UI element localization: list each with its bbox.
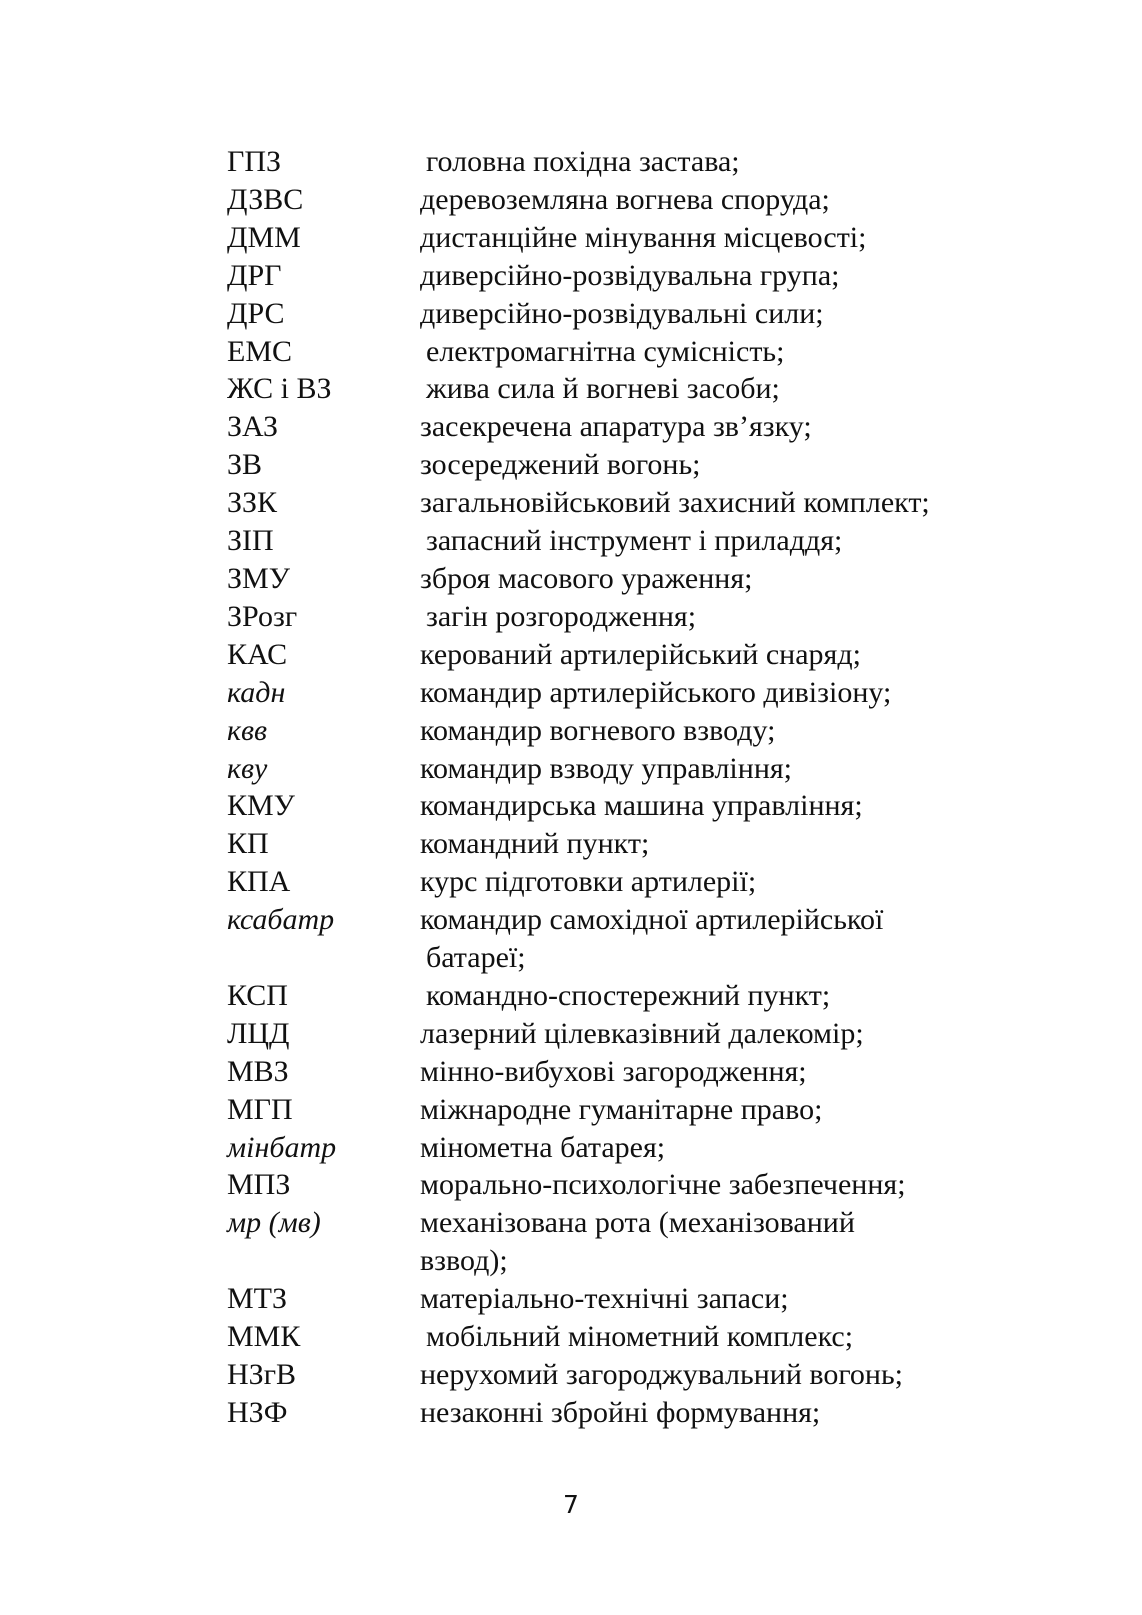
abbreviation-entry	[227, 901, 1027, 977]
definition-line: мобільний мінометний комплекс;	[426, 1320, 854, 1354]
abbreviation-term: НЗФ	[227, 1395, 288, 1429]
abbreviation-term: мінбатр	[227, 1130, 337, 1164]
abbreviation-definition	[420, 750, 1027, 788]
abbreviation-term: ДРГ	[227, 258, 282, 292]
abbreviation-entry	[227, 636, 1027, 674]
abbreviation-entry	[227, 1204, 1027, 1280]
abbreviation-term: ДЗВС	[227, 182, 304, 216]
abbreviation-term: НЗгВ	[227, 1358, 297, 1391]
abbreviation-entry	[227, 446, 1027, 484]
abbreviation-entry	[227, 1015, 1027, 1053]
abbreviation-definition	[420, 446, 1027, 484]
abbreviation-entry	[227, 787, 1027, 825]
definition-line: курс підготовки артилерії;	[420, 865, 757, 899]
definition-line: батареї;	[426, 941, 526, 975]
definition-line: електромагнітна сумісність;	[426, 334, 785, 368]
abbreviation-term: ЗРозг	[227, 599, 298, 633]
abbreviation-definition	[420, 1204, 1027, 1280]
abbreviation-entry	[227, 181, 1027, 219]
abbreviation-entry	[227, 560, 1027, 598]
definition-line: командир самохідної артилерійської	[420, 903, 884, 937]
abbreviation-entry	[227, 370, 1027, 408]
abbreviation-definition	[420, 712, 1027, 750]
abbreviation-definition	[420, 825, 1027, 863]
abbreviation-definition	[420, 219, 1027, 257]
page-number: 7	[563, 1490, 579, 1519]
definition-line: нерухомий загороджувальний вогонь;	[420, 1358, 903, 1391]
abbreviation-entry	[227, 750, 1027, 788]
definition-line: механізована рота (механізований	[420, 1206, 855, 1240]
abbreviation-definition	[420, 1091, 1027, 1129]
definition-line: деревоземляна вогнева споруда;	[420, 182, 830, 216]
abbreviation-term: ГПЗ	[227, 145, 282, 178]
abbreviation-entry	[227, 674, 1027, 712]
definition-line: незаконні збройні формування;	[420, 1395, 821, 1429]
abbreviation-definition	[420, 636, 1027, 674]
abbreviation-term: КП	[227, 827, 269, 861]
definition-line: загін розгородження;	[426, 599, 697, 633]
definition-line: командир артилерійського дивізіону;	[420, 675, 892, 709]
abbreviation-entry	[227, 712, 1027, 750]
definition-line: командир взводу управління;	[420, 751, 793, 785]
abbreviation-definition	[420, 598, 1027, 636]
definition-line: взвод);	[420, 1244, 508, 1278]
definition-line: головна похідна застава;	[426, 145, 740, 178]
abbreviation-definition	[420, 1280, 1027, 1318]
abbreviation-term: квв	[227, 713, 268, 747]
abbreviation-term: ЖС і ВЗ	[227, 372, 332, 406]
abbreviation-definition	[420, 408, 1027, 446]
abbreviation-term: МГП	[227, 1092, 293, 1126]
abbreviation-entry	[227, 484, 1027, 522]
abbreviation-entry	[227, 295, 1027, 333]
abbreviation-entry	[227, 1129, 1027, 1167]
abbreviation-definition	[420, 181, 1027, 219]
abbreviation-entry	[227, 219, 1027, 257]
abbreviation-definition	[420, 1015, 1027, 1053]
abbreviation-entry	[227, 825, 1027, 863]
definition-line: міжнародне гуманітарне право;	[420, 1092, 823, 1126]
abbreviation-definition	[420, 1394, 1027, 1432]
definition-line: командний пункт;	[420, 827, 650, 861]
abbreviation-definition	[420, 1053, 1027, 1091]
definition-line: керований артилерійський снаряд;	[420, 637, 861, 671]
definition-line: мінометна батарея;	[420, 1130, 666, 1164]
abbreviation-definition	[420, 257, 1027, 295]
definition-line: матеріально-технічні запаси;	[420, 1282, 789, 1316]
abbreviation-entry	[227, 333, 1027, 371]
abbreviation-term: КМУ	[227, 789, 295, 823]
abbreviation-term: МТЗ	[227, 1282, 288, 1316]
abbreviation-definition	[420, 484, 1027, 522]
abbreviation-definition	[420, 901, 1027, 977]
abbreviation-entry	[227, 257, 1027, 295]
abbreviation-definition	[420, 1356, 1027, 1394]
abbreviation-definition	[420, 977, 1027, 1015]
abbreviation-term: КАС	[227, 637, 288, 671]
definition-line: зосереджений вогонь;	[420, 448, 701, 482]
definition-line: командно-спостережний пункт;	[426, 978, 831, 1012]
definition-line: запасний інструмент і приладдя;	[426, 524, 843, 558]
abbreviation-definition	[420, 370, 1027, 408]
definition-line: лазерний цілевказівний далекомір;	[420, 1016, 864, 1050]
abbreviation-entry	[227, 1053, 1027, 1091]
definition-line: загальновійськовий захисний комплект;	[420, 486, 930, 520]
abbreviation-definition	[420, 674, 1027, 712]
abbreviation-term: ММК	[227, 1320, 301, 1354]
definition-line: зброя масового ураження;	[420, 561, 753, 595]
abbreviation-term: МВЗ	[227, 1054, 289, 1088]
definition-line: мінно-вибухові загородження;	[420, 1054, 807, 1088]
definition-line: командир вогневого взводу;	[420, 713, 776, 747]
abbreviation-definition	[420, 863, 1027, 901]
abbreviation-entry	[227, 977, 1027, 1015]
abbreviation-entry	[227, 598, 1027, 636]
abbreviation-term: КПА	[227, 865, 291, 899]
abbreviation-entry	[227, 522, 1027, 560]
definition-line: диверсійно-розвідувальна група;	[420, 258, 840, 292]
abbreviation-definition	[420, 1129, 1027, 1167]
abbreviation-term: КСП	[227, 978, 288, 1012]
abbreviation-entry	[227, 1280, 1027, 1318]
abbreviation-definition	[420, 333, 1027, 371]
abbreviation-definition	[420, 295, 1027, 333]
abbreviation-entry	[227, 1356, 1027, 1394]
abbreviation-term: ЗМУ	[227, 561, 290, 595]
abbreviation-term: кву	[227, 751, 268, 785]
abbreviation-definition	[420, 1318, 1027, 1356]
abbreviation-entry	[227, 143, 1027, 181]
abbreviation-term: мр (мв)	[227, 1206, 321, 1240]
definition-line: жива сила й вогневі засоби;	[426, 372, 780, 406]
abbreviation-list	[227, 143, 1027, 1432]
abbreviation-entry	[227, 1318, 1027, 1356]
abbreviation-definition	[420, 560, 1027, 598]
abbreviation-term: ЗЗК	[227, 486, 278, 520]
abbreviation-definition	[420, 143, 1027, 181]
abbreviation-term: ЕМС	[227, 334, 293, 368]
definition-line: диверсійно-розвідувальні сили;	[420, 296, 824, 330]
definition-line: командирська машина управління;	[420, 789, 863, 823]
abbreviation-entry	[227, 1091, 1027, 1129]
abbreviation-definition	[420, 787, 1027, 825]
abbreviation-term: ЗВ	[227, 448, 263, 482]
abbreviation-term: ЗАЗ	[227, 410, 278, 444]
definition-line: засекречена апаратура зв’язку;	[420, 410, 812, 444]
abbreviation-term: ЗІП	[227, 524, 274, 558]
abbreviation-term: МПЗ	[227, 1168, 291, 1202]
abbreviation-term: ЛЦД	[227, 1016, 290, 1050]
abbreviation-term: ДММ	[227, 220, 301, 254]
abbreviation-definition	[420, 1166, 1027, 1204]
abbreviation-definition	[420, 522, 1027, 560]
definition-line: морально-психологічне забезпечення;	[420, 1168, 906, 1202]
abbreviation-term: ДРС	[227, 296, 285, 330]
abbreviation-entry	[227, 408, 1027, 446]
abbreviation-term: кадн	[227, 675, 286, 709]
definition-line: дистанційне мінування місцевості;	[420, 220, 867, 254]
abbreviation-entry	[227, 1166, 1027, 1204]
abbreviation-entry	[227, 1394, 1027, 1432]
abbreviation-entry	[227, 863, 1027, 901]
abbreviation-term: ксабатр	[227, 903, 335, 937]
